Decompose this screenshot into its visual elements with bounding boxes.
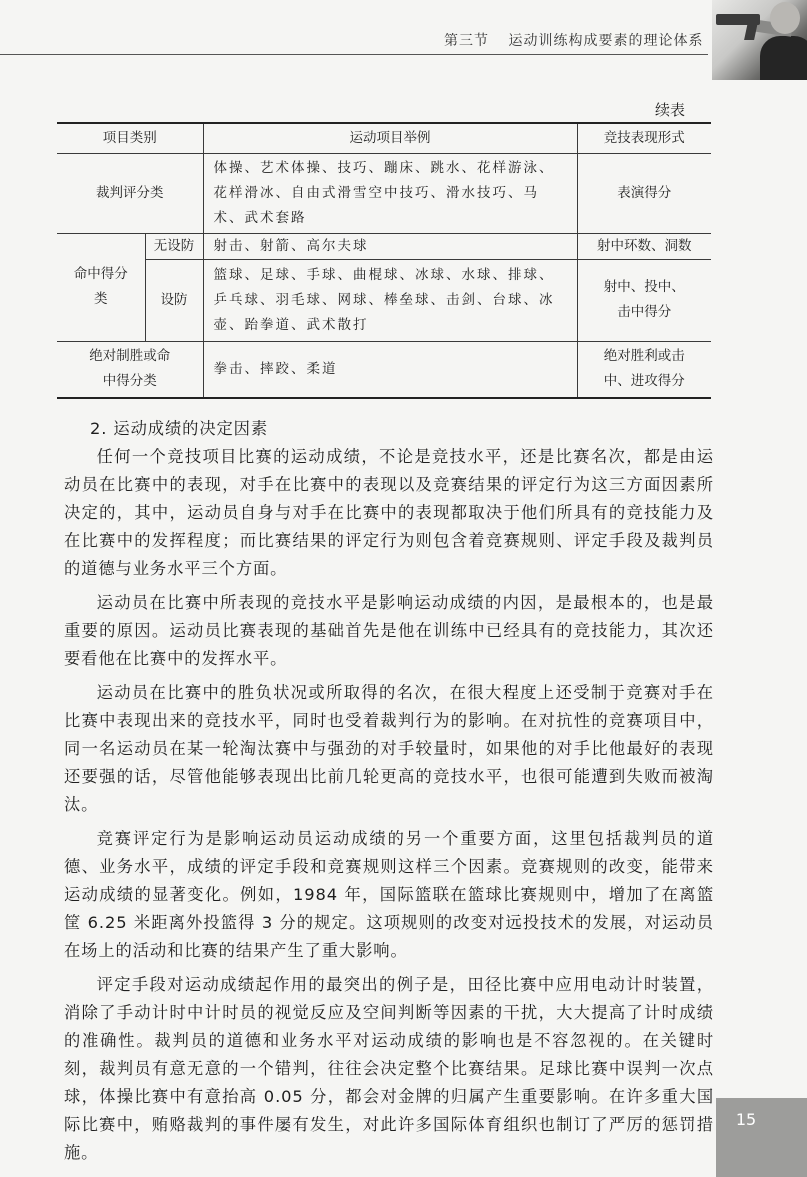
paragraph: 运动员在比赛中的胜负状况或所取得的名次，在很大程度上还受制于竞赛对手在比赛中表现出来的竞技水平，同时也受着裁判行为的影响。在对抗性的竞赛项目中，同一名运动员在某一轮淘汰赛中与强劲的对手较量时，如果他的对手比他最好的表现还要强的话，尽管他能够表现出比前几轮更高的竞技水平，也很可能遭到失败而被淘汰。 — [64, 683, 714, 814]
cell-form: 射中环数、洞数 — [577, 233, 711, 259]
cell-examples: 体操、艺术体操、技巧、蹦床、跳水、花样游泳、花样滑冰、自由式滑雪空中技巧、滑水技巧、马术、武术套路 — [203, 153, 577, 233]
cell-form: 表演得分 — [577, 153, 711, 233]
cell-subcategory: 无设防 — [145, 233, 203, 259]
section-heading: 2. 运动成绩的决定因素 — [90, 419, 269, 438]
column-header-form: 竞技表现形式 — [577, 123, 711, 153]
main-text — [64, 415, 714, 1173]
page-number-tab — [716, 1098, 807, 1177]
paragraph: 评定手段对运动成绩起作用的最突出的例子是，田径比赛中应用电动计时装置，消除了手动计时中计时员的视觉反应及空间判断等因素的干扰，大大提高了计时成绩的准确性。裁判员的道德和业务水平对运动成绩的影响也是不容忽视的。在关键时刻，裁判员有意无意的一个错判，往往会决定整个比赛结果。足球比赛中误判一次点球，体操比赛中有意抬高 0.05 分，都会对金牌的归属产生重要影响。在许多重大国际比赛中，贿赂裁判的事件屡有发生，对此许多国际体育组织也制订了严厉的惩罚措施。 — [64, 975, 714, 1162]
table-row — [57, 233, 711, 259]
table-row — [57, 341, 711, 398]
cell-category: 命中得分类 — [57, 233, 145, 341]
header-title: 运动训练构成要素的理论体系 — [508, 33, 704, 49]
table-continued-label: 续表 — [655, 101, 686, 119]
cell-subcategory: 设防 — [145, 259, 203, 341]
cell-category: 裁判评分类 — [57, 153, 203, 233]
header-photo — [712, 0, 807, 80]
cell-category: 绝对制胜或命中得分类 — [57, 341, 203, 398]
running-header — [444, 30, 703, 50]
table-row — [57, 259, 711, 341]
paragraph: 竞赛评定行为是影响运动员运动成绩的另一个重要方面，这里包括裁判员的道德、业务水平，成绩的评定手段和竞赛规则这样三个因素。竞赛规则的改变，能带来运动成绩的显著变化。例如，1984 年，国际篮联在篮球比赛规则中，增加了在离篮筐 6.25 米距离外投篮得 3 分的规定。这项规则的改变对远投技术的发展，对运动员在场上的活动和比赛的结果产生了重大影响。 — [64, 829, 714, 960]
header-section: 第三节 — [444, 33, 489, 49]
column-header-category: 项目类别 — [57, 123, 203, 153]
paragraph: 任何一个竞技项目比赛的运动成绩，不论是竞技水平，还是比赛名次，都是由运动员在比赛中的表现，对手在比赛中的表现以及竞赛结果的评定行为这三方面因素所决定的，其中，运动员自身与对手在比赛中的表现都取决于他们所具有的竞技能力及在比赛中的发挥程度；而比赛结果的评定行为则包含着竞赛规则、评定手段及裁判员的道德与业务水平三个方面。 — [64, 447, 714, 578]
table-row — [57, 153, 711, 233]
header-rule — [0, 54, 708, 55]
cell-examples: 射击、射箭、高尔夫球 — [203, 233, 577, 259]
page-number: 15 — [735, 1110, 757, 1129]
paragraph: 运动员在比赛中所表现的竞技水平是影响运动成绩的内因，是最根本的，也是最重要的原因。运动员比赛表现的基础首先是他在训练中已经具有的竞技能力，其次还要看他在比赛中的发挥水平。 — [64, 593, 714, 668]
cell-form: 射中、投中、击中得分 — [577, 259, 711, 341]
column-header-examples: 运动项目举例 — [203, 123, 577, 153]
cell-examples: 拳击、摔跤、柔道 — [203, 341, 577, 398]
sports-category-table — [57, 122, 711, 399]
cell-examples: 篮球、足球、手球、曲棍球、冰球、水球、排球、乒乓球、羽毛球、网球、棒垒球、击剑、台球、冰壶、跆拳道、武术散打 — [203, 259, 577, 341]
cell-form: 绝对胜利或击中、进攻得分 — [577, 341, 711, 398]
